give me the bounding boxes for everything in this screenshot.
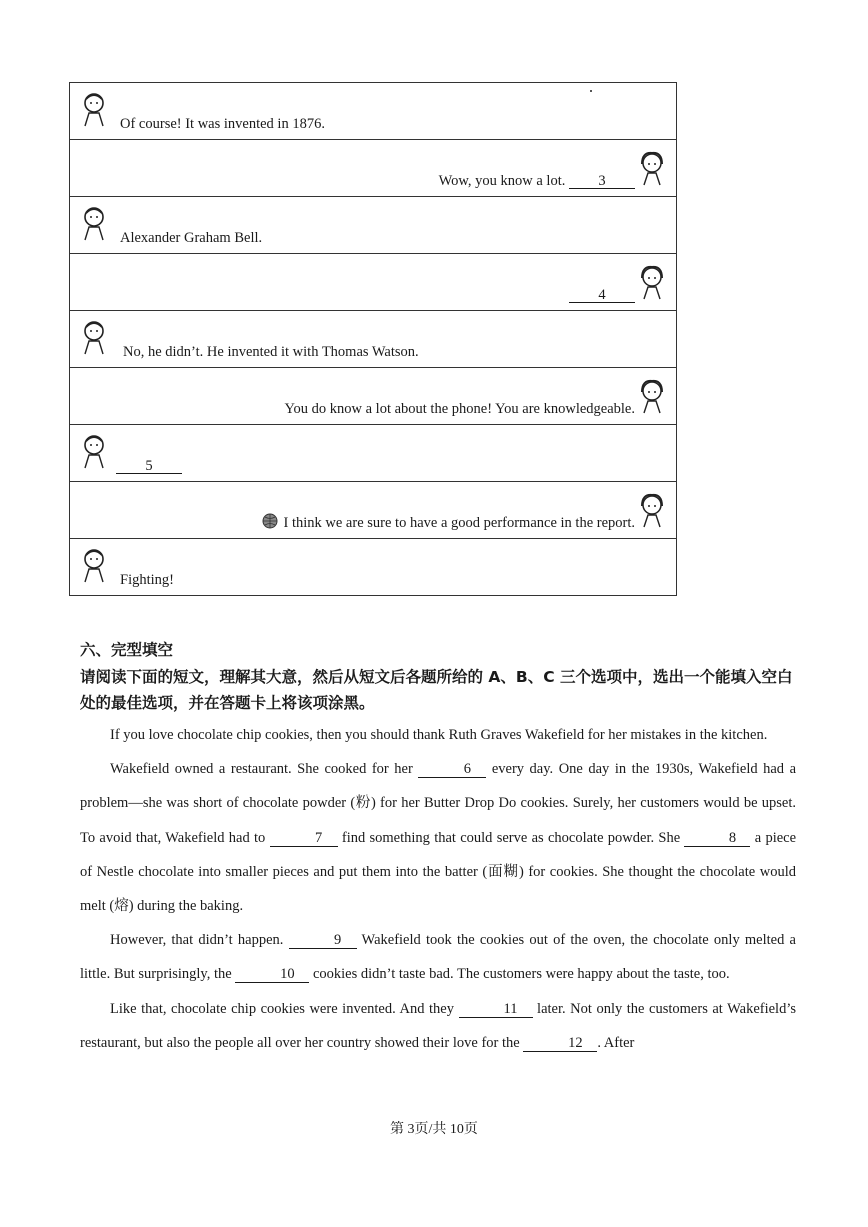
passage-text: . After (597, 1034, 635, 1051)
dialogue-line: Fighting! (120, 572, 174, 588)
page-number: 第 3页/共 10页 (390, 1122, 478, 1137)
passage-text: find something that could serve as chocolate powder. She (341, 829, 681, 846)
dialogue-text: Wow, you know a lot. (438, 173, 566, 189)
girl-avatar-icon (638, 378, 666, 414)
dialogue-row (70, 539, 676, 596)
dialogue-line: Alexander Graham Bell. (120, 230, 263, 246)
dialogue-row (70, 482, 676, 539)
dialogue-line: You do know a lot about the phone! You are knowledgeable. (284, 401, 635, 417)
dialogue-row (70, 311, 676, 368)
cloze-blank: 12 (523, 1036, 597, 1052)
passage-paragraph: If you love chocolate chip cookies, then you should thank Ruth Graves Wakefield for her mistakes in the kitchen. (110, 727, 768, 743)
section-instructions: 请阅读下面的短文，理解其大意，然后从短文后各题所给的 A、B、C 三个选项中，选出一个能填入空白处的最佳选项，并在答题卡上将该项涂黑。 (80, 668, 793, 712)
cloze-blank: 9 (289, 933, 357, 949)
passage-text: However, that didn’t happen. (110, 932, 284, 949)
cloze-passage (80, 718, 796, 1060)
dialogue-line: Of course! It was invented in 1876. (120, 116, 325, 132)
passage-text: Like that, chocolate chip cookies were invented. And they (110, 1000, 454, 1017)
passage-text: Wakefield owned a restaurant. She cooked for her (110, 761, 413, 778)
cloze-blank: 8 (684, 831, 750, 847)
boy-avatar-icon (80, 547, 108, 583)
dialogue-line (569, 287, 635, 304)
cloze-blank: 7 (270, 831, 338, 847)
girl-avatar-icon (638, 150, 666, 186)
globe-icon (262, 513, 278, 529)
passage-paragraph (80, 992, 796, 1060)
passage-text: every day. One day in the 1930s, Wakefield had a problem—she was short of chocolate powder (粉) for her Butter Drop Do cookies. Surely, her customers would be upset. To avoid that, Wakefield had to (80, 761, 797, 846)
dialogue-line (439, 173, 635, 190)
dialogue-line (116, 458, 182, 475)
passage-text: later. Not only the customers at Wakefield’s restaurant, but also the people all over her country showed their love for the (80, 1000, 797, 1051)
answer-blank: 5 (116, 459, 182, 474)
cloze-blank: 6 (418, 762, 486, 778)
dialogue-row (70, 197, 676, 254)
girl-avatar-icon (638, 492, 666, 528)
passage-text: Wakefield took the cookies out of the oven, the chocolate only melted a little. But surprisingly, the (80, 932, 796, 983)
section-title: 六、完型填空 (80, 641, 174, 659)
passage-text: cookies didn’t taste bad. The customers were happy about the taste, too. (312, 966, 730, 983)
boy-avatar-icon (80, 205, 108, 241)
boy-avatar-icon (80, 319, 108, 355)
dialogue-row (70, 83, 676, 140)
answer-blank: 3 (569, 174, 635, 189)
dialogue-table (69, 82, 677, 596)
boy-avatar-icon (80, 433, 108, 469)
cloze-blank: 11 (459, 1002, 533, 1018)
passage-paragraph (80, 923, 796, 991)
dialogue-row (70, 368, 676, 425)
dialogue-text: I think we are sure to have a good performance in the report. (283, 515, 635, 531)
cloze-blank: 10 (235, 967, 309, 983)
dialogue-row (70, 425, 676, 482)
dialogue-line: No, he didn’t. He invented it with Thomas Watson. (123, 344, 419, 360)
dialogue-row (70, 254, 676, 311)
passage-text: a piece of Nestle chocolate into smaller pieces and put them into the batter (面糊) for cookies. She thought the chocolate would melt (熔) during the baking. (80, 829, 797, 915)
boy-avatar-icon (80, 91, 108, 127)
girl-avatar-icon (638, 264, 666, 300)
dialogue-row (70, 140, 676, 197)
dialogue-line (262, 513, 635, 532)
answer-blank: 4 (569, 288, 635, 303)
passage-paragraph (80, 752, 796, 923)
